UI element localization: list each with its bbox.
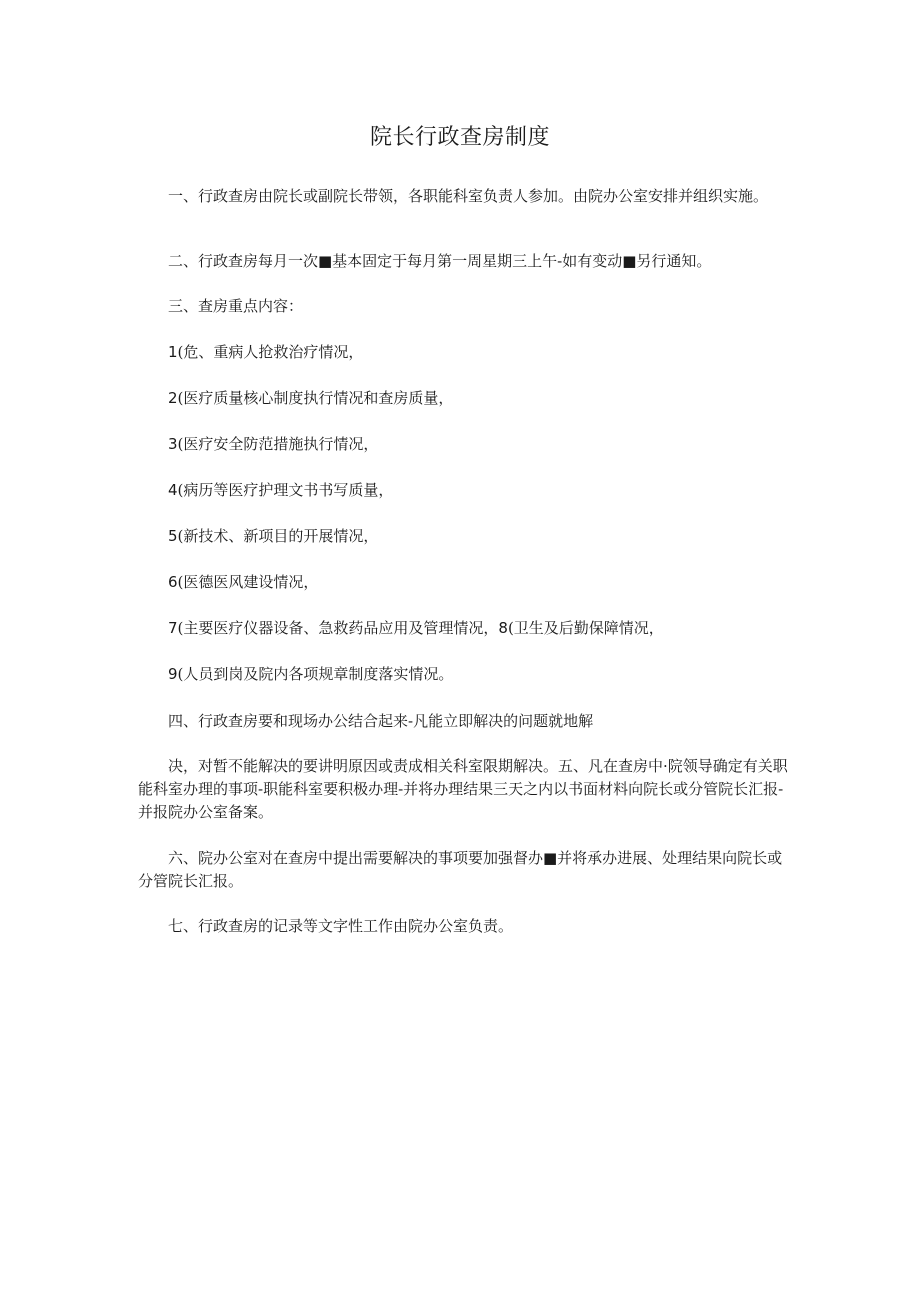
list-item-text: (人员到岗及院内各项规章制度落实情况。 <box>177 665 454 683</box>
list-item-text: (病历等医疗护理文书书写质量， <box>177 481 394 499</box>
list-item-text: (新技术、新项目的开展情况， <box>177 527 379 545</box>
list-item-number: 3 <box>168 435 178 453</box>
list-item-1 <box>168 341 792 364</box>
list-item-9 <box>168 663 792 686</box>
paragraph-1: 一、行政查房由院长或副院长带领，各职能科室负责人参加。由院办公室安排并组织实施。 <box>168 187 769 205</box>
list-item-text: (主要医疗仪器设备、急救药品应用及管理情况， <box>177 619 499 637</box>
list-item-4 <box>168 479 792 502</box>
paragraph-4: 四、行政查房要和现场办公结合起来-凡能立即解决的问题就地解 <box>168 712 594 730</box>
paragraph-6: 六、院办公室对在查房中提出需要解决的事项要加强督办■并将承办进展、处理结果向院长或分管院长汇报。 <box>138 849 783 890</box>
list-item-number: 4 <box>168 481 178 499</box>
list-item-2 <box>168 387 792 410</box>
list-item-number: 2 <box>168 389 178 407</box>
list-item-text: (医疗安全防范措施执行情况， <box>177 435 379 453</box>
list-item-number: 6 <box>168 573 178 591</box>
list-item-text: (医德医风建设情况， <box>177 573 319 591</box>
list-item-text: (卫生及后勤保障情况， <box>507 619 664 637</box>
list-item-number: 5 <box>168 527 178 545</box>
paragraph-7: 七、行政查房的记录等文字性工作由院办公室负责。 <box>168 917 514 935</box>
paragraph-5: 决，对暂不能解决的要讲明原因或责成相关科室限期解决。五、凡在查房中·院领导确定有关职能科室办理的事项-职能科室要积极办理-并将办理结果三天之内以书面材料向院长或分管院长汇报-并报院办公室备案。 <box>138 757 788 821</box>
list-item-text: (危、重病人抢救治疗情况， <box>177 343 364 361</box>
paragraph-2: 二、行政查房每月一次■基本固定于每月第一周星期三上午-如有变动■另行通知。 <box>168 252 712 270</box>
list-item-number: 9 <box>168 665 178 683</box>
list-item-3 <box>168 433 792 456</box>
list-item-number: 7 <box>168 619 178 637</box>
list-item-number: 1 <box>168 343 178 361</box>
list-item-7-8 <box>168 617 792 640</box>
list-item-5 <box>168 525 792 548</box>
list-item-number: 8 <box>498 619 508 637</box>
list-item-6 <box>168 571 792 594</box>
list-item-text: (医疗质量核心制度执行情况和查房质量， <box>177 389 454 407</box>
paragraph-3: 三、查房重点内容： <box>168 297 304 315</box>
document-title: 院长行政查房制度 <box>369 125 550 150</box>
